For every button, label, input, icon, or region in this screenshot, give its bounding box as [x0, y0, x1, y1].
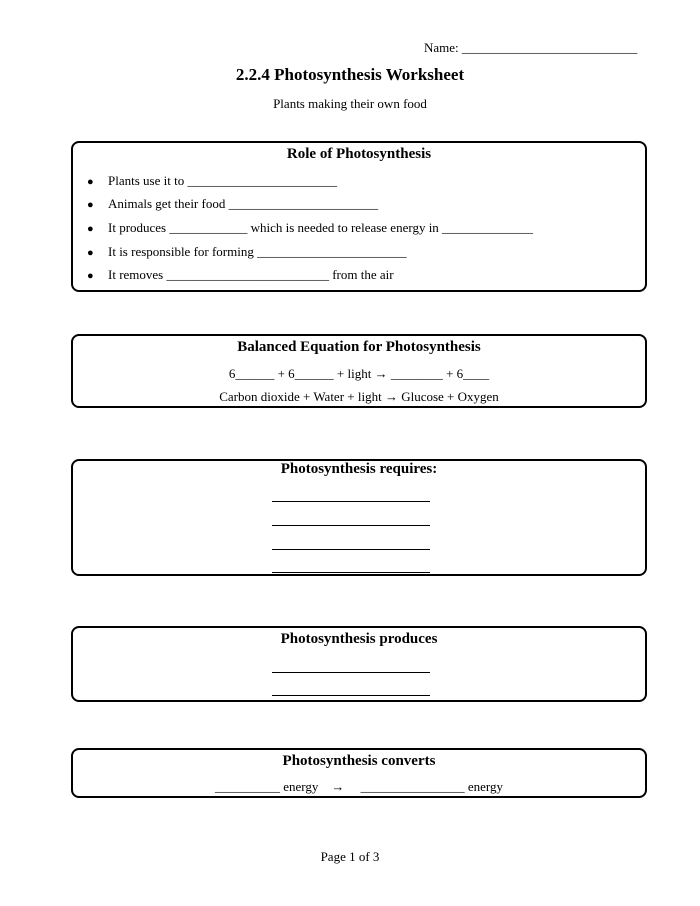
equation-blanks[interactable]: 6______ + 6______ + light → ________ + 6____ — [228, 366, 490, 381]
list-item — [87, 244, 407, 260]
list-item — [87, 220, 533, 236]
converts-box-title: Photosynthesis converts — [282, 753, 436, 769]
list-item — [87, 267, 394, 283]
role-box-title: Role of Photosynthesis — [286, 146, 432, 162]
bullet-icon: ● — [87, 270, 94, 282]
bullet-icon: ● — [87, 176, 94, 188]
photosynthesis-requires-box — [71, 459, 647, 576]
answer-blank[interactable] — [272, 695, 430, 696]
photosynthesis-produces-box — [71, 626, 647, 702]
requires-box-title: Photosynthesis requires: — [280, 461, 438, 477]
answer-blank[interactable] — [272, 525, 430, 526]
answer-blank[interactable] — [272, 501, 430, 502]
list-item-text[interactable]: It produces ____________ which is needed to release energy in ______________ — [108, 220, 534, 235]
produces-box-title: Photosynthesis produces — [280, 631, 438, 647]
name-field[interactable]: Name: ___________________________ — [424, 40, 638, 55]
list-item-text[interactable]: Plants use it to _______________________ — [108, 173, 337, 188]
balanced-equation-box — [71, 334, 647, 408]
list-item-text[interactable]: It removes _________________________ from the air — [108, 267, 394, 282]
answer-blank[interactable] — [272, 549, 430, 550]
list-item-text[interactable]: It is responsible for forming _______________________ — [108, 244, 407, 259]
answer-blank[interactable] — [272, 572, 430, 573]
page-title: 2.2.4 Photosynthesis Worksheet — [235, 65, 465, 84]
bullet-icon: ● — [87, 247, 94, 259]
converts-energy-line[interactable]: __________ energy → ________________ energy — [214, 779, 504, 794]
list-item — [87, 173, 337, 189]
role-of-photosynthesis-box — [71, 141, 647, 292]
equation-box-title: Balanced Equation for Photosynthesis — [237, 339, 481, 355]
bullet-icon: ● — [87, 223, 94, 235]
equation-words: Carbon dioxide + Water + light → Glucose + Oxygen — [219, 389, 499, 404]
list-item — [87, 196, 378, 212]
photosynthesis-converts-box — [71, 748, 647, 798]
answer-blank[interactable] — [272, 672, 430, 673]
list-item-text[interactable]: Animals get their food _______________________ — [108, 196, 379, 211]
page-number: Page 1 of 3 — [320, 849, 380, 864]
page-subtitle: Plants making their own food — [273, 96, 427, 111]
bullet-icon: ● — [87, 199, 94, 211]
